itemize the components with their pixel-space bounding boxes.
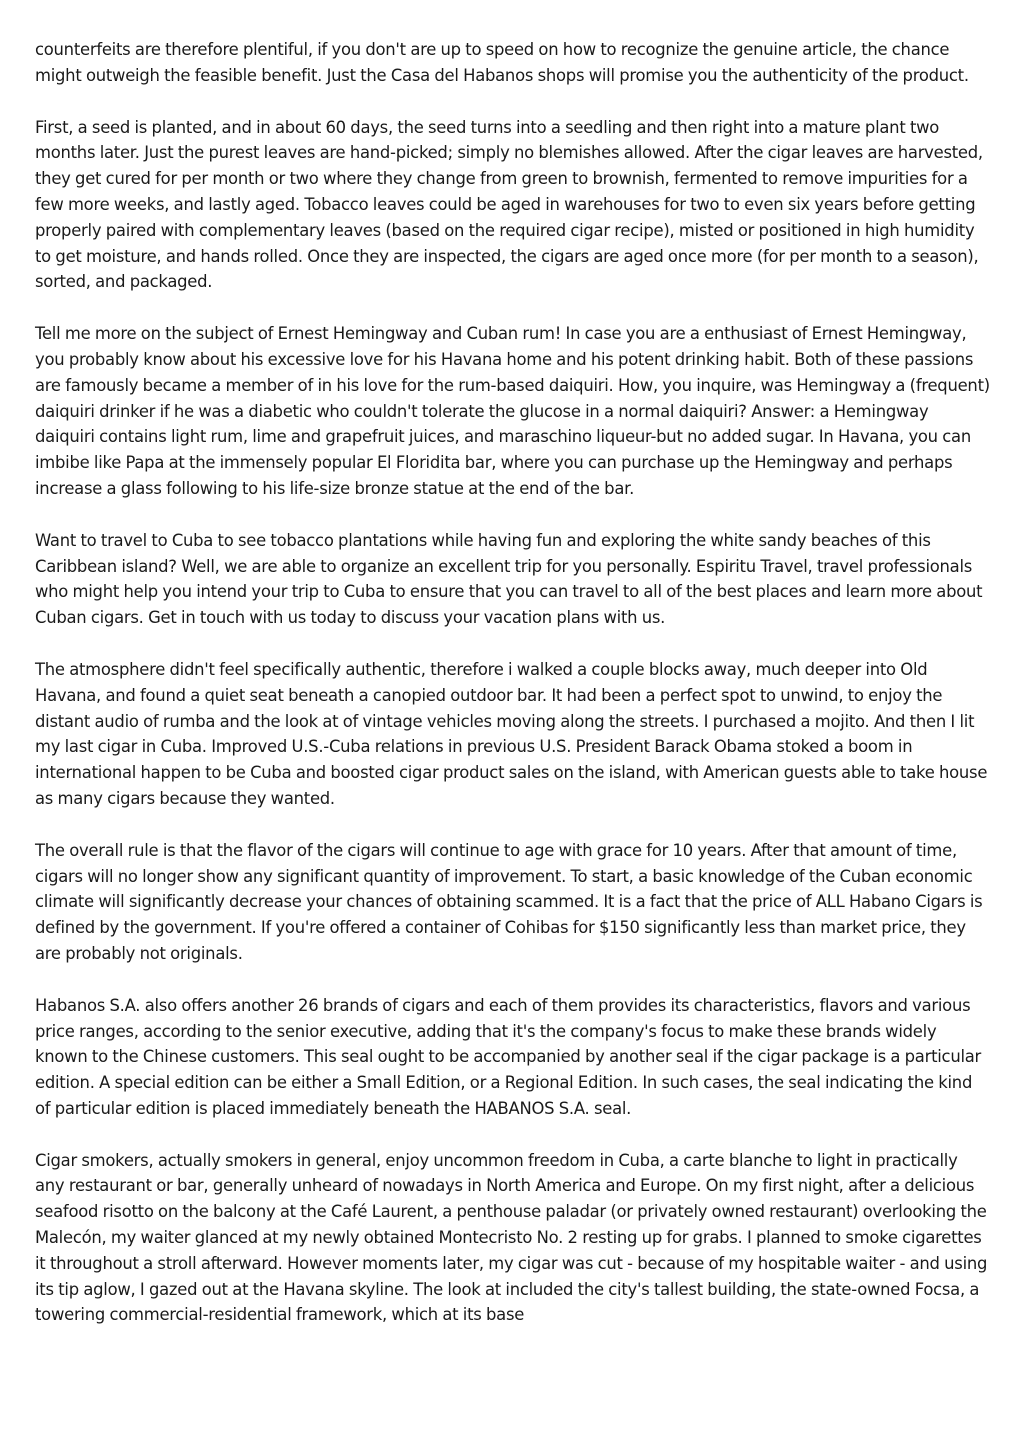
paragraph-counterfeits: counterfeits are therefore plentiful, if you don't are up to speed on how to recognize the genuine article, the chance might outweigh the feasible benefit. Just the Casa del Habanos shops will promise you the authenticity of the product.: [35, 40, 969, 85]
paragraph-cigar-aging: The overall rule is that the flavor of the cigars will continue to age with grace for 10 years. After that amount of time, cigars will no longer show any significant quantity of improvement. To start, a basic knowledge of the Cuban economic climate will significantly decrease your chances of obtaining scammed. It is a fact that the price of ALL Habano Cigars is defined by the government. If you're offered a container of Cohibas for $150 significantly less than market price, they are probably not originals.: [35, 840, 983, 963]
paragraph-tobacco-process: First, a seed is planted, and in about 60 days, the seed turns into a seedling and then right into a mature plant two months later. Just the purest leaves are hand-picked; simply no blemishes allowed. After the cigar leaves are harvested, they get cured for per month or two where they change from green to brownish, fermented to remove impurities for a few more weeks, and lastly aged. Tobacco leaves could be aged in warehouses for two to even six years before getting properly paired with complementary leaves (based on the required cigar recipe), misted or positioned in high humidity to get moisture, and hands rolled. Once they are inspected, the cigars are aged once more (for per month to a season), sorted, and packaged.: [35, 117, 983, 292]
paragraph-hemingway-rum: Tell me more on the subject of Ernest Hemingway and Cuban rum! In case you are a enthusiast of Ernest Hemingway, you probably know about his excessive love for his Havana home and his potent drinking habit. Both of these passions are famously became a member of in his love for the rum-based daiquiri. How, you inquire, was Hemingway a (frequent) daiquiri drinker if he was a diabetic who couldn't tolerate the glucose in a normal daiquiri? Answer: a Hemingway daiquiri contains light rum, lime and grapefruit juices, and maraschino liqueur-but no added sugar. In Havana, you can imbibe like Papa at the immensely popular El Floridita bar, where you can purchase up the Hemingway and perhaps increase a glass following to his life-size bronze statue at the end of the bar.: [35, 324, 990, 498]
paragraph-smoking-freedom: Cigar smokers, actually smokers in general, enjoy uncommon freedom in Cuba, a carte blanche to light in practically any restaurant or bar, generally unheard of nowadays in North America and Europe. On my first night, after a delicious seafood risotto on the balcony at the Café Laurent, a penthouse paladar (or privately owned restaurant) overlooking the Malecón, my waiter glanced at my newly obtained Montecristo No. 2 resting up for grabs. I planned to smoke cigarettes it throughout a stroll afterward. However moments later, my cigar was cut - because of my hospitable waiter - and using its tip aglow, I gazed out at the Havana skyline. The look at included the city's tallest building, the state-owned Focsa, a towering commercial-residential framework, which at its base: [35, 1150, 988, 1325]
paragraph-habanos-brands: Habanos S.A. also offers another 26 brands of cigars and each of them provides its characteristics, flavors and various price ranges, according to the senior executive, adding that it's the company's focus to make these brands widely known to the Chinese customers. This seal ought to be accompanied by another seal if the cigar package is a particular edition. A special edition can be either a Small Edition, or a Regional Edition. In such cases, the seal indicating the kind of particular edition is placed immediately beneath the HABANOS S.A. seal.: [35, 995, 982, 1118]
paragraph-travel-cuba: Want to travel to Cuba to see tobacco plantations while having fun and exploring the white sandy beaches of this Caribbean island? Well, we are able to organize an excellent trip for you personally. Espiritu Travel, travel professionals who might help you intend your trip to Cuba to ensure that you can travel to all of the best places and learn more about Cuban cigars. Get in touch with us today to discuss your vacation plans with us.: [35, 530, 983, 628]
paragraph-old-havana-bar: The atmosphere didn't feel specifically authentic, therefore i walked a couple blocks away, much deeper into Old Havana, and found a quiet seat beneath a canopied outdoor bar. It had been a perfect spot to unwind, to enjoy the distant audio of rumba and the look at of vintage vehicles moving along the streets. I purchased a mojito. And then I lit my last cigar in Cuba. Improved U.S.-Cuba relations in previous U.S. President Barack Obama stoked a boom in international happen to be Cuba and boosted cigar product sales on the island, with American guests able to take house as many cigars because they wanted.: [35, 659, 988, 808]
document-page: [35, 37, 991, 1354]
